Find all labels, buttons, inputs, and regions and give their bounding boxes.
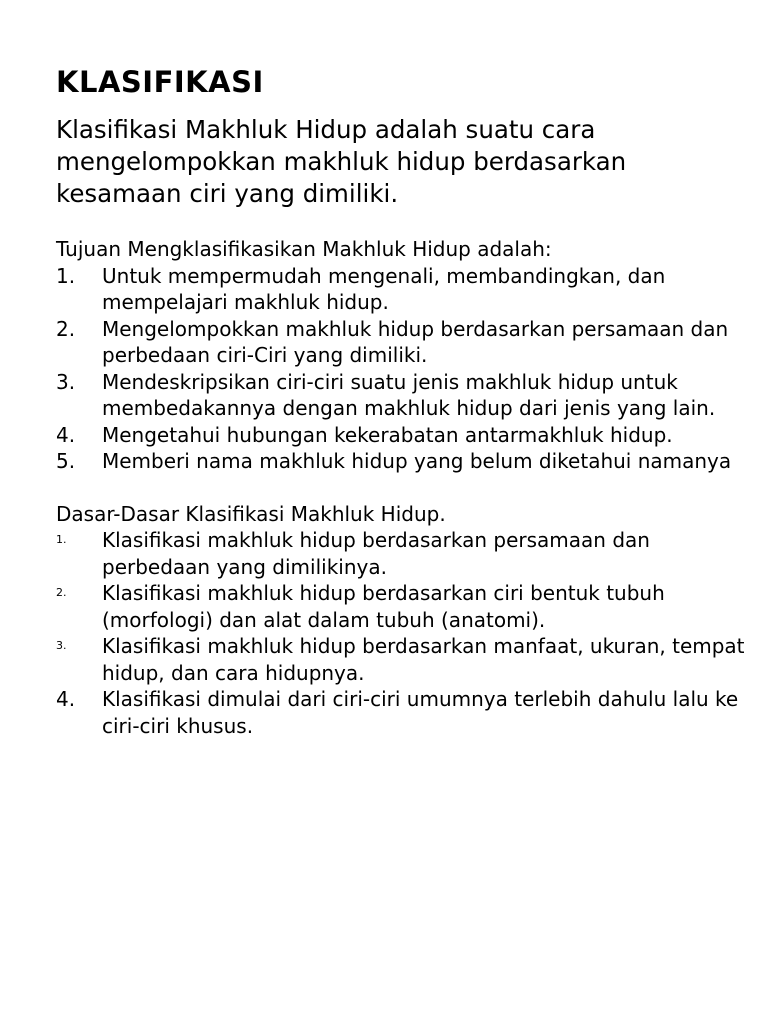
list-item-text: Klasifikasi makhluk hidup berdasarkan ciri bentuk tubuh (morfologi) dan alat dalam tubuh (anatomi). (102, 581, 665, 632)
tujuan-list (56, 263, 746, 475)
list-item (56, 633, 746, 686)
intro-paragraph: Klasifikasi Makhluk Hidup adalah suatu cara mengelompokkan makhluk hidup berdasarkan kesamaan ciri yang dimiliki. (56, 115, 627, 208)
list-item-text: Memberi nama makhluk hidup yang belum diketahui namanya (102, 449, 732, 473)
list-number: 2. (56, 316, 76, 341)
tujuan-section (56, 236, 746, 475)
list-item-text: Untuk mempermudah mengenali, membandingkan, dan mempelajari makhluk hidup. (102, 263, 666, 314)
list-item-text: Mendeskripsikan ciri-ciri suatu jenis makhluk hidup untuk membedakannya dengan makhluk hidup dari jenis yang lain. (102, 369, 716, 420)
list-item (56, 580, 746, 633)
list-item (56, 316, 746, 369)
list-number: 4. (56, 422, 76, 447)
document-page (56, 62, 746, 739)
list-item (56, 527, 746, 580)
list-number: 5. (56, 449, 76, 473)
dasar-section (56, 501, 746, 740)
page-title: KLASIFIKASI (56, 65, 264, 99)
list-item-text: Mengetahui hubungan kekerabatan antarmakhluk hidup. (102, 422, 673, 447)
list-item-text: Klasifikasi dimulai dari ciri-ciri umumnya terlebih dahulu lalu ke ciri-ciri khusus. (102, 687, 739, 738)
dasar-heading: Dasar-Dasar Klasifikasi Makhluk Hidup. (56, 501, 446, 526)
list-item-text: Klasifikasi makhluk hidup berdasarkan persamaan dan perbedaan yang dimilikinya. (102, 528, 650, 579)
list-number: 2. (56, 586, 67, 599)
list-item (56, 686, 746, 739)
list-item-text: Mengelompokkan makhluk hidup berdasarkan persamaan dan perbedaan ciri-Ciri yang dimiliki. (102, 316, 729, 367)
list-number: 3. (56, 639, 67, 652)
list-item-text: Klasifikasi makhluk hidup berdasarkan manfaat, ukuran, tempat hidup, dan cara hidupnya. (102, 634, 745, 685)
list-item (56, 263, 746, 316)
list-item (56, 448, 746, 475)
list-number: 1. (56, 263, 76, 288)
list-number: 3. (56, 369, 76, 394)
list-number: 4. (56, 687, 76, 711)
list-item (56, 369, 746, 422)
tujuan-heading: Tujuan Mengklasifikasikan Makhluk Hidup adalah: (56, 237, 552, 261)
list-number: 1. (56, 533, 67, 546)
list-item (56, 422, 746, 449)
dasar-list (56, 527, 746, 739)
